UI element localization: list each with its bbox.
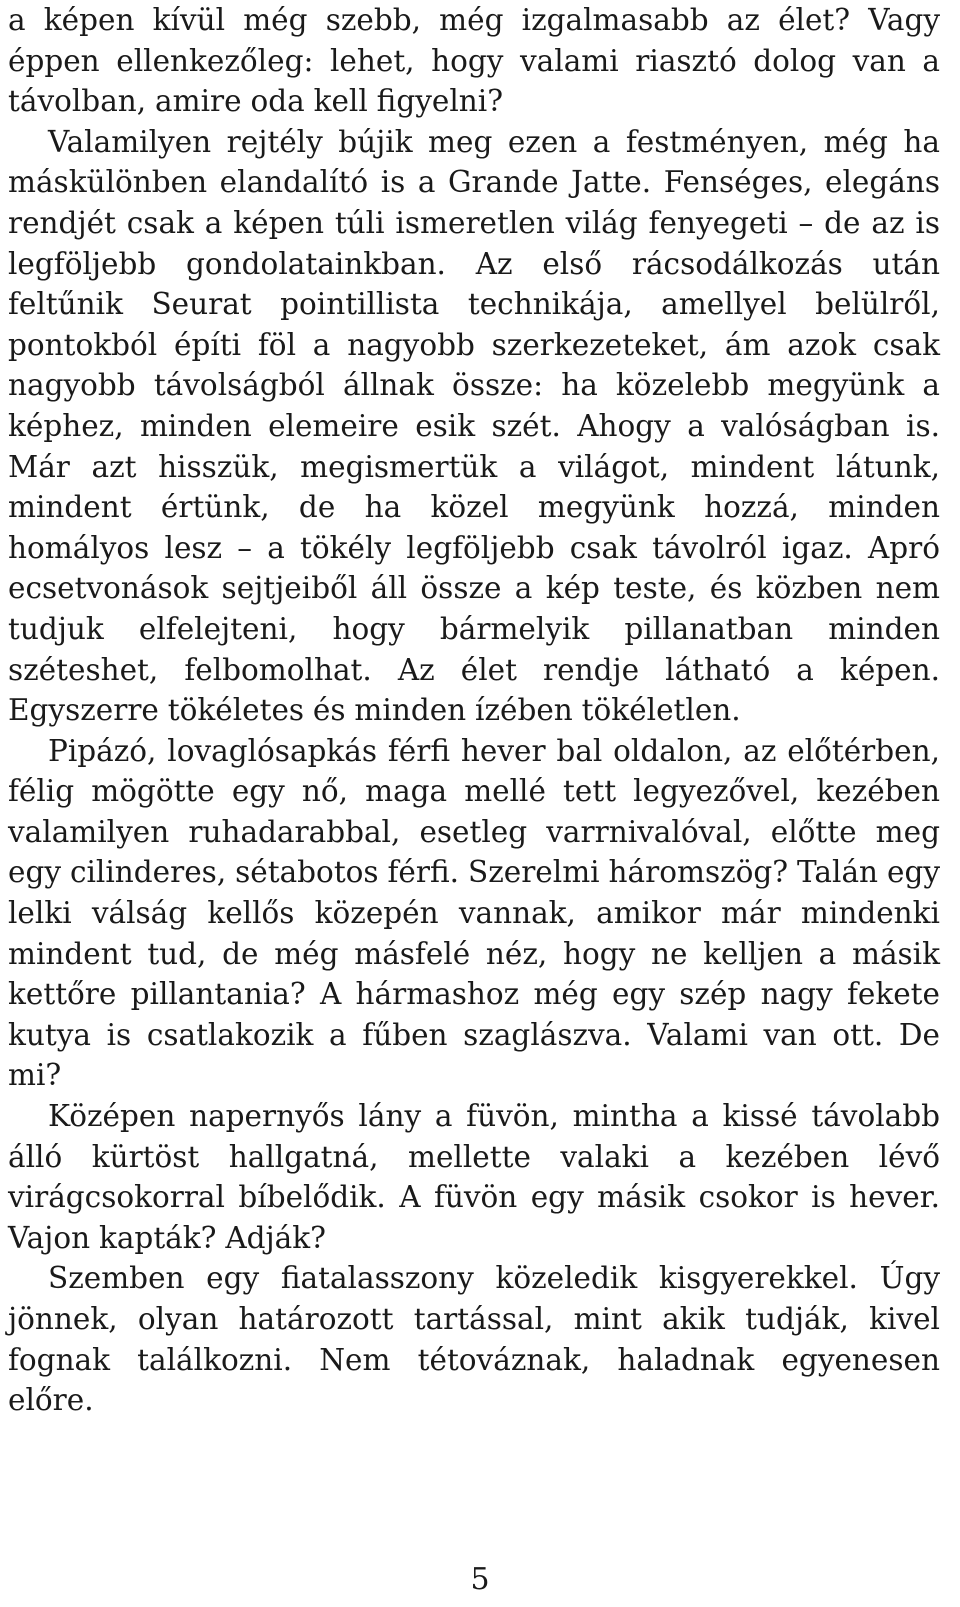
paragraph-1: a képen kívül még szebb, még izgalmasabb az élet? Vagy éppen ellenkezőleg: lehet, hogy valami riasztó dolog van a távolban, amire oda kell figyelni? [8,3,940,119]
paragraph-3: Pipázó, lovaglósapkás férfi hever bal oldalon, az előtérben, félig mögötte egy nő, maga mellé tett legyezővel, kezében valamilyen ruhadarabbal, esetleg varrnivalóval, előtte meg egy cilinderes, sétabotos férfi. Szerelmi háromszög? Talán egy lelki válság kellős közepén vannak, amikor már mindenki mindent tud, de még másfelé néz, hogy ne kelljen a másik kettőre pillantania? A hármashoz még egy szép nagy fekete kutya is csatlakozik a fűben szaglászva. Valami van ott. De mi? [8,733,940,1093]
page-number: 5 [470,1562,490,1597]
paragraph-5: Szemben egy fiatalasszony közeledik kisgyerekkel. Úgy jönnek, olyan határozott tartással, mint akik tudják, kivel fognak találkozni. Nem tétováznak, haladnak egyenesen előre. [8,1261,940,1418]
paragraph-4: Középen napernyős lány a füvön, mintha a kissé távolabb álló kürtöst hallgatná, mellette valaki a kezében lévő virágcsokorral bíbelődik. A füvön egy másik csokor is hever. Vajon kapták? Adják? [8,1099,940,1255]
page-body [8,0,940,1421]
paragraph-2: Valamilyen rejtély bújik meg ezen a festményen, még ha máskülönben elandalító is a Grande Jatte. Fenséges, elegáns rendjét csak a képen túli ismeretlen világ fenyegeti – de az is legföljebb gondolatainkban. Az első rácsodálkozás után feltűnik Seurat pointillista technikája, amellyel belülről, pontokból építi föl a nagyobb szerkezeteket, ám azok csak nagyobb távolságból állnak össze: ha közelebb megyünk a képhez, minden elemeire esik szét. Ahogy a valóságban is. Már azt hisszük, megismertük a világot, mindent látunk, mindent értünk, de ha közel megyünk hozzá, minden homályos lesz – a tökély legföljebb csak távolról igaz. Apró ecsetvonások sejtjeiből áll össze a kép teste, és közben nem tudjuk elfelejteni, hogy bármelyik pillanatban minden széteshet, felbomolhat. Az élet rendje látható a képen. Egyszerre tökéletes és minden ízében tökéletlen. [8,124,940,728]
